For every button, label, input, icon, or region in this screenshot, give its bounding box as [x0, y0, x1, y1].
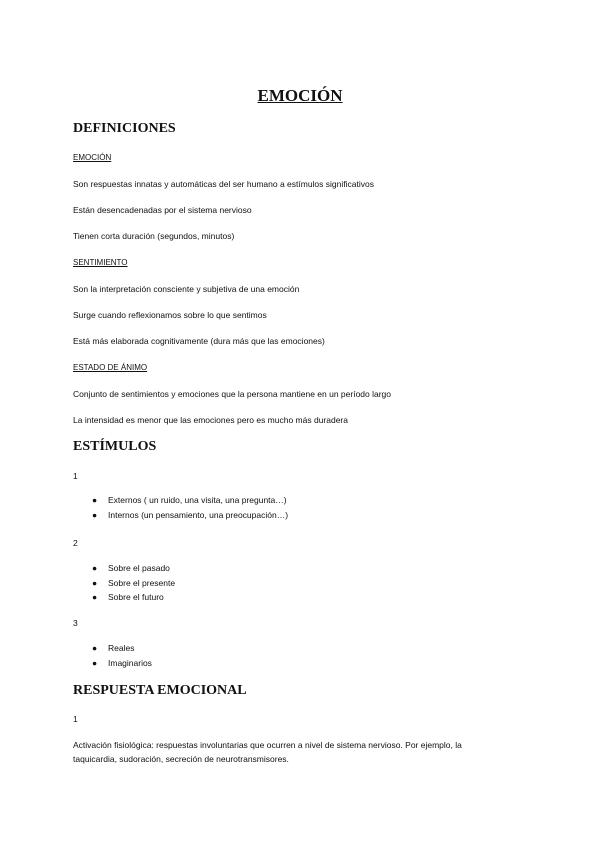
- paragraph: La intensidad es menor que las emociones pero es mucho más duradera: [73, 415, 348, 425]
- list-item: ● Externos ( un ruido, una visita, una pregunta…): [92, 493, 288, 508]
- list-item: ● Imaginarios: [92, 656, 152, 671]
- bullet-icon: ●: [92, 495, 98, 505]
- list-item: ● Sobre el pasado: [92, 561, 175, 576]
- paragraph: Son respuestas innatas y automáticas del ser humano a estímulos significativos: [73, 179, 374, 189]
- bullet-icon: ●: [92, 592, 98, 602]
- list-item: ● Sobre el presente: [92, 576, 175, 591]
- heading-respuesta-emocional: RESPUESTA EMOCIONAL: [73, 683, 247, 698]
- bullet-icon: ●: [92, 643, 98, 653]
- list-number: 1: [73, 714, 78, 724]
- bullet-icon: ●: [92, 577, 98, 588]
- list-number: 2: [73, 538, 78, 548]
- paragraph: Está más elaborada cognitivamente (dura más que las emociones): [73, 336, 325, 346]
- bullet-icon: ●: [92, 657, 98, 668]
- list-item: ● Sobre el futuro: [92, 590, 175, 605]
- paragraph: Surge cuando reflexionamos sobre lo que sentimos: [73, 310, 267, 320]
- list-item: ● Internos (un pensamiento, una preocupación…): [92, 508, 288, 523]
- paragraph: Están desencadenadas por el sistema nervioso: [73, 205, 252, 215]
- bullet-icon: ●: [92, 509, 98, 520]
- heading-definiciones: DEFINICIONES: [73, 121, 176, 136]
- list-number: 3: [73, 618, 78, 628]
- list-item: ● Reales: [92, 641, 152, 656]
- bullet-list: [92, 641, 152, 670]
- heading-estimulos: ESTÍMULOS: [73, 439, 157, 454]
- paragraph: Activación fisiológica: respuestas involuntarias que ocurren a nivel de sistema nervioso. Por ejemplo, la taquicardia, sudoración, secreción de neurotransmisores.: [73, 740, 462, 764]
- paragraph: Conjunto de sentimientos y emociones que la persona mantiene en un período largo: [73, 389, 392, 399]
- bullet-list: [92, 493, 288, 522]
- bullet-list: [92, 561, 175, 605]
- page-title: EMOCIÓN: [257, 86, 343, 105]
- subheading-emocion: EMOCIÓN: [73, 153, 112, 162]
- subheading-estado-animo: ESTADO DE ÁNIMO: [73, 363, 148, 372]
- paragraph: Son la interpretación consciente y subjetiva de una emoción: [73, 284, 300, 294]
- subheading-sentimiento: SENTIMIENTO: [73, 258, 128, 267]
- bullet-icon: ●: [92, 563, 98, 573]
- list-number: 1: [73, 471, 78, 481]
- paragraph: Tienen corta duración (segundos, minutos): [73, 231, 235, 241]
